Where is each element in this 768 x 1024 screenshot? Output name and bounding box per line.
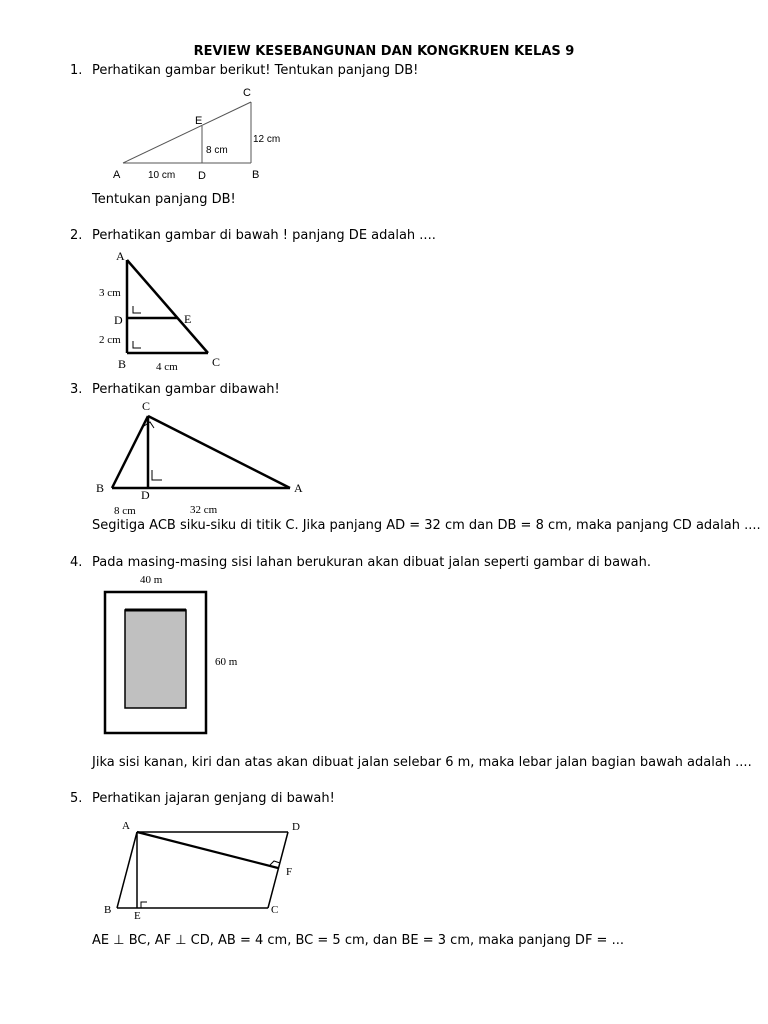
label-12cm: 12 cm (253, 134, 281, 145)
label-2cm: 2 cm (99, 334, 121, 346)
label-32cm: 32 cm (190, 504, 218, 516)
inner-plot (125, 610, 186, 708)
question-number: 3. (70, 382, 83, 397)
question-prompt: Perhatikan jajaran genjang di bawah! (92, 791, 335, 806)
label-D: D (198, 170, 206, 182)
figure-2-triangle (92, 248, 232, 376)
question-5-followup: AE ⊥ BC, AF ⊥ CD, AB = 4 cm, BC = 5 cm, dan BE = 3 cm, maka panjang DF = ... (92, 933, 624, 948)
label-C: C (142, 399, 151, 413)
figure-1-triangle (100, 82, 320, 186)
label-E: E (184, 312, 192, 326)
figure-4-field (100, 572, 260, 738)
label-40m: 40 m (140, 574, 163, 586)
label-F: F (286, 866, 293, 878)
label-C: C (271, 904, 279, 916)
question-5 (70, 791, 335, 806)
question-1 (70, 63, 418, 78)
label-D: D (141, 488, 150, 502)
question-prompt: Perhatikan gambar berikut! Tentukan panjang DB! (92, 63, 419, 78)
label-E: E (195, 115, 203, 127)
label-D: D (114, 313, 123, 327)
figure-3-triangle (92, 396, 312, 518)
question-number: 1. (70, 63, 83, 78)
label-E: E (134, 910, 141, 922)
label-8cm: 8 cm (114, 505, 136, 517)
label-C: C (212, 355, 221, 369)
question-prompt: Perhatikan gambar di bawah ! panjang DE adalah .... (92, 228, 436, 243)
label-D: D (292, 821, 300, 833)
question-number: 4. (70, 555, 83, 570)
label-4cm: 4 cm (156, 361, 178, 373)
question-3-followup: Segitiga ACB siku-siku di titik C. Jika panjang AD = 32 cm dan DB = 8 cm, maka panjang CD adalah .... (92, 518, 761, 533)
label-C: C (243, 87, 251, 99)
question-4 (70, 555, 651, 570)
question-3 (70, 382, 280, 397)
figure-5-parallelogram (100, 815, 320, 925)
question-number: 5. (70, 791, 83, 806)
question-prompt: Perhatikan gambar dibawah! (92, 382, 280, 397)
label-60m: 60 m (215, 656, 238, 668)
label-A: A (116, 249, 125, 263)
label-8cm: 8 cm (206, 145, 228, 156)
label-3cm: 3 cm (99, 287, 121, 299)
label-A: A (122, 820, 130, 832)
page-title: REVIEW KESEBANGUNAN DAN KONGKRUEN KELAS 9 (193, 44, 575, 59)
label-B: B (96, 481, 105, 495)
label-10cm: 10 cm (148, 170, 176, 181)
question-2 (70, 228, 436, 243)
question-1-followup: Tentukan panjang DB! (92, 192, 236, 207)
question-4-followup: Jika sisi kanan, kiri dan atas akan dibuat jalan selebar 6 m, maka lebar jalan bagian bawah adalah .... (92, 755, 752, 770)
label-B: B (104, 904, 112, 916)
question-prompt: Pada masing-masing sisi lahan berukuran akan dibuat jalan seperti gambar di bawah. (92, 555, 651, 570)
label-A: A (113, 169, 121, 181)
question-number: 2. (70, 228, 83, 243)
label-B: B (252, 169, 260, 181)
label-B: B (118, 357, 127, 371)
label-A: A (294, 481, 303, 495)
